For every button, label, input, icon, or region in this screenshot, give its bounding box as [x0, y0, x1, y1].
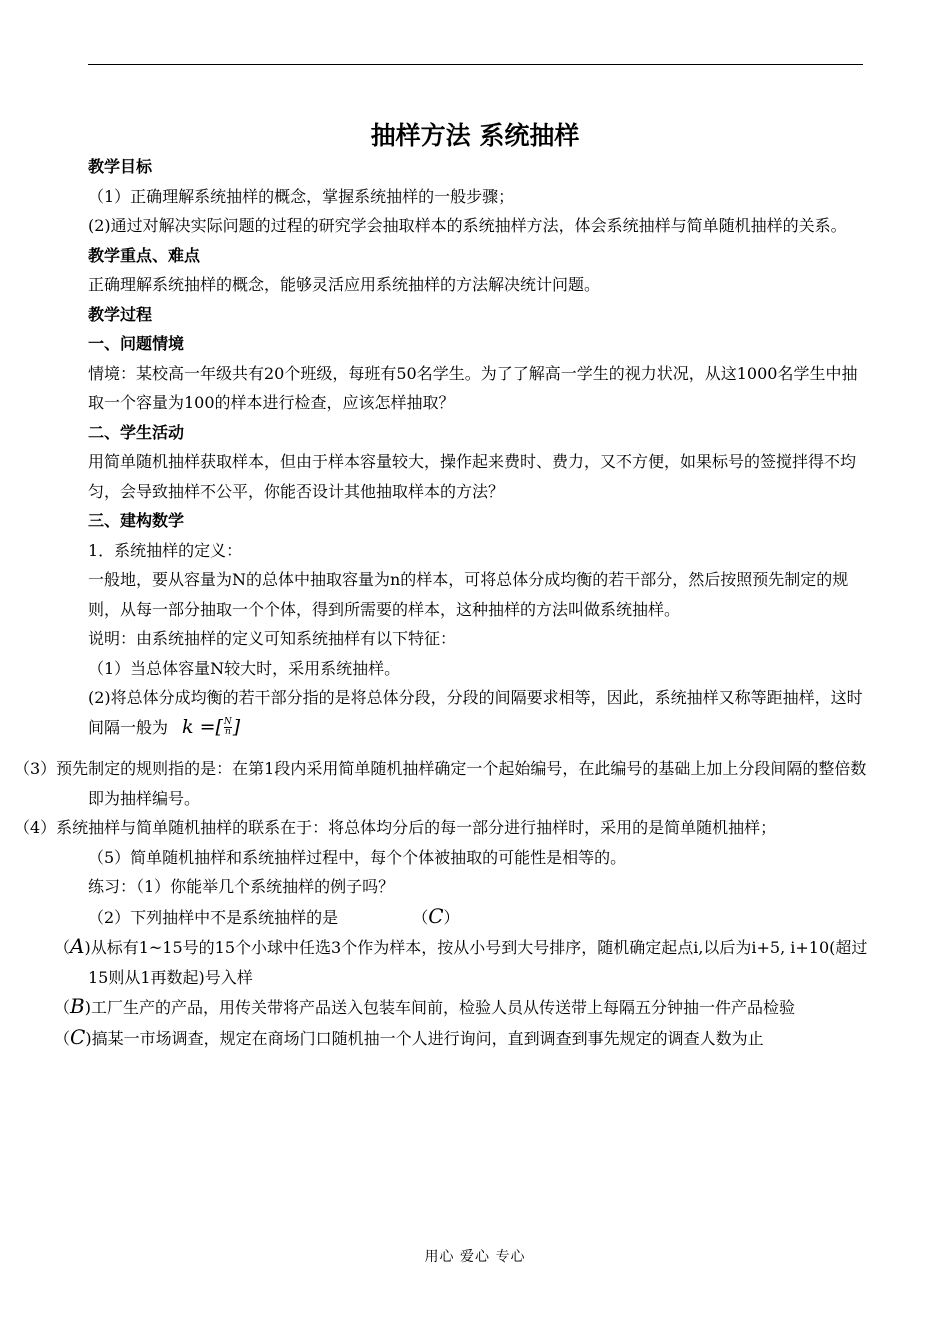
process-heading: 教学过程	[88, 304, 153, 324]
interval-formula	[182, 716, 240, 738]
header-rule	[88, 64, 863, 65]
key-heading: 教学重点、难点	[88, 245, 201, 265]
answer-letter: C	[428, 903, 444, 928]
definition-heading: 1．系统抽样的定义：	[88, 540, 243, 560]
situation-text: 情境：某校高一年级共有20个班级，每班有50名学生。为了了解高一学生的视力状况，从这1000名学生中抽取一个容量为100的样本进行检查，应该怎样抽取？	[88, 363, 858, 412]
option-b	[54, 992, 868, 1023]
formula-denominator: n	[224, 727, 231, 737]
situation-heading: 一、问题情境	[88, 334, 185, 353]
practice-2	[88, 902, 868, 933]
goals-heading: 教学目标	[88, 157, 153, 176]
definition-text: 一般地，要从容量为N的总体中抽取容量为n的样本，可将总体分成均衡的若干部分，然后按照预先制定的规则，从每一部分抽取一个个体，得到所需要的样本，这种抽样的方法叫做系统抽样。	[88, 570, 849, 619]
page-footer: 用心 爱心 专心	[424, 1249, 526, 1265]
answer-open: （	[412, 907, 429, 927]
activity-heading: 二、学生活动	[88, 422, 185, 442]
construct-heading: 三、建构数学	[88, 511, 185, 530]
spacer	[88, 742, 868, 754]
note-3: （3）预先制定的规则指的是：在第1段内采用简单随机抽样确定一个起始编号，在此编号的基础上加上分段间隔的整倍数即为抽样编号。	[14, 759, 867, 808]
option-c-text: )搞某一市场调查，规定在商场门口随机抽一个人进行询问，直到调查到事先规定的调查人数为止	[85, 1028, 764, 1048]
option-b-open: （	[54, 998, 71, 1017]
option-b-text: )工厂生产的产品，用传关带将产品送入包装车间前，检验人员从传送带上每隔五分钟抽一件产品检验	[84, 998, 795, 1017]
option-a-text: )从标有1~15号的15个小球中任选3个作为样本，按从小号到大号排序，随机确定起点i,以后为i+5, i+10(超过15则从1再数起)号入样	[84, 938, 868, 987]
note-intro: 说明：由系统抽样的定义可知系统抽样有以下特征：	[88, 629, 457, 648]
document-title: 抽样方法 系统抽样	[370, 121, 580, 150]
formula-rhs: ]	[232, 715, 241, 738]
activity-text: 用简单随机抽样获取样本，但由于样本容量较大，操作起来费时、费力，又不方便，如果标号的签搅拌得不均匀，会导致抽样不公平，你能否设计其他抽取样本的方法？	[88, 452, 857, 501]
key-text: 正确理解系统抽样的概念，能够灵活应用系统抽样的方法解决统计问题。	[88, 275, 601, 294]
option-c	[54, 1023, 868, 1054]
formula-numerator: N	[223, 717, 232, 727]
goal-1: （1）正确理解系统抽样的概念，掌握系统抽样的一般步骤；	[88, 186, 515, 206]
practice-2-text: （2）下列抽样中不是系统抽样的是	[88, 907, 339, 927]
note-4: （4）系统抽样与简单随机抽样的联系在于：将总体均分后的每一部分进行抽样时，采用的是简单随机抽样；	[14, 818, 777, 837]
option-a	[54, 932, 868, 992]
note-2-text: (2)将总体分成均衡的若干部分指的是将总体分段，分段的间隔要求相等，因此，系统抽样又称等距抽样，这时间隔一般为	[88, 688, 863, 737]
goal-2: (2)通过对解决实际问题的过程的研究学会抽取样本的系统抽样方法，体会系统抽样与简单随机抽样的关系。	[88, 216, 847, 235]
option-b-label: B	[70, 994, 85, 1018]
practice-1: 练习：（1）你能举几个系统抽样的例子吗？	[88, 877, 395, 896]
note-5: （5）简单随机抽样和系统抽样过程中，每个个体被抽取的可能性是相等的。	[88, 847, 627, 867]
answer-close: ）	[443, 907, 460, 927]
document-body	[14, 152, 868, 1053]
formula-fraction	[224, 718, 232, 737]
option-c-label: C	[70, 1024, 86, 1049]
note-1: （1）当总体容量N较大时，采用系统抽样。	[88, 658, 401, 678]
option-a-label: A	[70, 934, 85, 958]
formula-lhs: k =[	[182, 715, 223, 738]
option-a-open: （	[54, 938, 71, 957]
note-2	[88, 683, 868, 742]
option-c-open: （	[54, 1028, 71, 1048]
